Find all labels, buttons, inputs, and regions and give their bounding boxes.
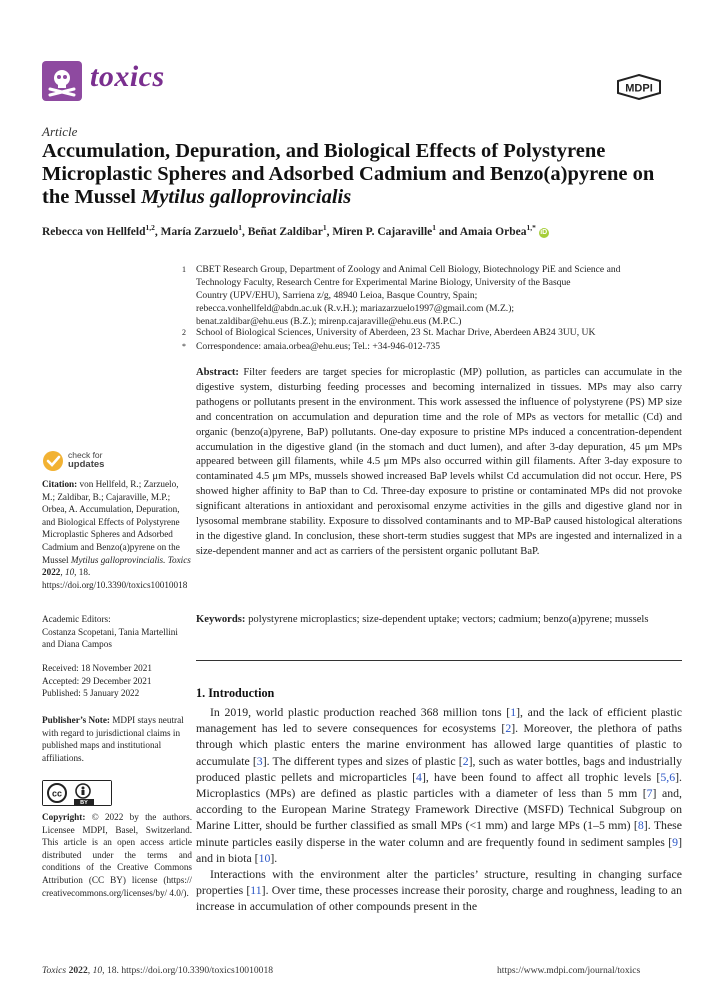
keywords-label: Keywords: <box>196 614 246 625</box>
citation-link[interactable]: 4 <box>416 769 422 784</box>
citation-volume: 10 <box>64 567 75 578</box>
intro-paragraph-2 <box>196 866 682 915</box>
affiliation-mark: * <box>182 342 186 351</box>
intro-paragraph-1 <box>196 704 682 866</box>
text-run: ] and in biota [ <box>196 834 682 865</box>
author-affil: 1 <box>238 223 242 232</box>
cc-by-license-badge[interactable] <box>42 780 112 806</box>
citation-block: Citation: von Hellfeld, R.; Zarzuelo, M.; Zaldibar, B.; Cajaraville, M.P.; Orbea, A. Accumulation, Depuration, and Biological Effects of Polystyrene Microplastic Spheres and Adsorbed Cadmium and Benzo(a)pyrene on the Mussel Mytilus galloprovincialis. Toxics 2022, 10, 18. https://doi.org/10.3390/toxics10010018 <box>42 479 191 590</box>
citation-link[interactable]: 1 <box>510 705 517 719</box>
author-sep: , <box>241 225 248 238</box>
section-divider <box>196 660 682 661</box>
citation-link[interactable]: 11 <box>250 883 262 898</box>
citation-link[interactable]: 9 <box>672 834 679 849</box>
citation-doi[interactable]: , 18. https://doi.org/10.3390/toxics10010018 <box>42 567 188 590</box>
date-published: Published: 5 January 2022 <box>42 688 140 699</box>
author-name[interactable]: María Zarzuelo <box>160 225 239 238</box>
abstract-text: Filter feeders are target species for microplastic (MP) pollution, as particles can accumulate in the digestive system, disturbing feeding processes and becoming internalized in tissues. MPs may also carry pathogens or pollutants present in the environment. This work assessed the influence of polystyrene (PS) MP size and concentration on accumulation and depuration time and the role of MPs as vectors for metallic (Cd) and organic (benzo(a)pyrene, BaP) pollutants. One-day exposure to pristine MPs induced a concentration-dependent accumulation in the digestive gland (in the stomach and duct lumen), and after 3-day depuration, 45 μm MPs appeared between gill filaments, while 4.5 μm MPs also occurred within gill filaments. After 3-day exposure to contaminated 4.5 μm MPs, mussels showed increased BaP levels whilst Cd accumulation did not occur. Here, PS showed higher affinity to BaP than to Cd. Three-day exposure to pristine or contaminated MPs did not provoke significant alterations in antioxidant and peroxisomal enzyme activities in the gills and digestive gland nor in lysosomal membrane stability. Exposure to dissolved contaminants and to MP-BaP caused histological alterations in the digestive gland. In conclusion, these short-term studies suggest that MPs are ingested and internalized in a size-dependent manner and act as carriers of the persistent organic pollutant BaP. <box>196 367 682 557</box>
citation-link[interactable]: 3 <box>256 753 263 768</box>
copyright-label: Copyright: <box>42 812 86 822</box>
citation-journal: Toxics <box>167 554 191 565</box>
author-name[interactable]: Rebecca von Hellfeld <box>42 225 146 238</box>
check-updates-line1: check for <box>68 450 103 460</box>
note-label: Publisher’s Note: <box>42 715 110 725</box>
journal-name[interactable]: toxics <box>90 60 165 93</box>
mdpi-logo[interactable] <box>616 74 662 105</box>
editors-label: Academic Editors: <box>42 614 111 624</box>
citation-link[interactable]: 10 <box>258 850 271 865</box>
note-text: MDPI stays neutral with regard to jurisdictional claims in published maps and institutional affiliations. <box>42 715 184 763</box>
check-for-updates-button[interactable] <box>42 450 112 472</box>
citation-link[interactable]: 5,6 <box>660 769 676 784</box>
text-run: ]. Microplastics (MPs) are defined as plastic particles with a diameter of less than 5 mm [ <box>196 769 683 801</box>
correspondence-line[interactable]: Correspondence: amaia.orbea@ehu.eus; Tel.: +34-946-012-735 <box>196 341 441 352</box>
by-label: BY <box>80 800 88 805</box>
dates-block <box>42 662 192 700</box>
academic-editors <box>42 613 192 651</box>
affiliation-1 <box>182 263 680 328</box>
text-run: ] and, according to the European Marine Strategy Framework Directive (MSFD) Technical Subgroup on Marine Litter, should be further classified as small MPs (<1 mm) and large MPs (1–5 mm) [ <box>196 786 682 833</box>
check-updates-line2: updates <box>68 459 105 470</box>
text-run: ]. Moreover, the plethora of paths through which plastic enters the marine environment has allowed large quantities of plastic to accumulate [ <box>196 721 683 768</box>
citation-link[interactable]: 2 <box>462 753 469 768</box>
check-updates-icon <box>42 450 66 472</box>
author-affil: 1 <box>432 223 437 232</box>
citation-species: Mytilus galloprovincialis. <box>70 554 166 565</box>
author-and: and <box>436 225 460 238</box>
date-received: Received: 18 November 2021 <box>42 663 152 673</box>
cc-icon-label: cc <box>51 788 63 799</box>
footer-citation: Toxics 2022, 10, 18. https://doi.org/10.3390/toxics10010018 <box>42 965 274 976</box>
abstract-label: Abstract: <box>196 367 239 378</box>
keywords-text: polystyrene microplastics; size-dependent uptake; vectors; cadmium; benzo(a)pyrene; mussels <box>248 614 649 625</box>
footer-volume: 10 <box>92 965 103 976</box>
editors-text: Costanza Scopetani, Tania Martellini and Diana Campos <box>42 626 178 650</box>
text-run: ], have been found to affect all trophic levels [ <box>421 769 661 784</box>
author-sep: , <box>154 225 161 238</box>
footer-journal: Toxics <box>42 965 67 976</box>
author-affil: 1,2 <box>145 223 155 232</box>
title-species: Mytilus galloprovincialis <box>141 186 352 208</box>
text-run: ]. These minute particles easily disperse in the water column and are frequently found in sediment samples [ <box>196 818 683 849</box>
orcid-icon[interactable]: iD <box>540 228 548 236</box>
abstract <box>196 366 682 560</box>
text-run: ], such as water bottles, bags and industrially produced plastic pellets and microparticles [ <box>196 753 682 784</box>
text-run: ]. <box>270 850 278 865</box>
citation-link[interactable]: 7 <box>646 786 653 801</box>
mdpi-logo-icon <box>616 74 662 100</box>
text-run: Interactions with the environment alter the particles’ structure, resulting in changing surface properties [ <box>196 867 682 898</box>
author-sep: , <box>326 225 333 238</box>
citation-link[interactable]: 2 <box>505 721 512 736</box>
affiliation-line: Technology Faculty, Research Centre for Experimental Marine Biology, University of the Basque <box>196 277 571 288</box>
affiliation-emails[interactable]: benat.zaldibar@ehu.eus (B.Z.); mirenp.cajaraville@ehu.eus (M.P.C.) <box>196 316 462 327</box>
author-list <box>42 223 682 238</box>
text-run: In 2019, world plastic production reached 368 million tons [ <box>210 705 511 719</box>
title-text: Accumulation, Depuration, and Biological Effects of Polystyrene Microplastic Spheres and Adsorbed Cadmium and Benzo(a)pyrene on the Mussel <box>42 140 655 208</box>
date-accepted: Accepted: 29 December 2021 <box>42 675 152 686</box>
text-run: ], and the lack of efficient plastic management has led to severe consequences for ecosystems [ <box>196 705 682 736</box>
affiliation-mark: 1 <box>182 265 186 274</box>
article-type: Article <box>42 124 78 139</box>
citation-label: Citation: <box>42 479 78 489</box>
keywords <box>196 613 682 628</box>
affiliation-mark: 2 <box>182 328 186 337</box>
footer-journal-url[interactable]: https://www.mdpi.com/journal/toxics <box>497 965 641 976</box>
article-title <box>42 140 682 209</box>
correspondence <box>182 340 680 353</box>
citation-text: von Hellfeld, R.; Zarzuelo, M.; Zaldibar, B.; Cajaraville, M.P.; Orbea, A. Accumulation, Depuration, and Biological Effects of Polystyrene Microplastic Spheres and Adsorbed Cadmium and Benzo(a)pyrene on the Mussel <box>42 479 180 565</box>
author-affil: 1,* <box>526 223 536 232</box>
publishers-note <box>42 714 192 764</box>
affiliation-line: CBET Research Group, Department of Zoology and Animal Cell Biology, Biotechnology PiE and Science and <box>196 264 621 275</box>
copyright-text: © 2022 by the authors. Licensee MDPI, Basel, Switzerland. This article is an open access article distributed under the terms and conditions of the Creative Commons Attribution (CC BY) license (https:// creativecommons.org/licenses/by/ 4.0/). <box>42 812 192 898</box>
section-heading-introduction: 1. Introduction <box>196 686 275 700</box>
author-name[interactable]: Miren P. Cajaraville <box>332 225 433 238</box>
author-name[interactable]: Amaia Orbea <box>459 225 527 238</box>
affiliation-2 <box>182 326 680 339</box>
footer-doi[interactable]: , 18. https://doi.org/10.3390/toxics10010018 <box>102 965 274 976</box>
text-run: ]. Over time, these processes increase their porosity, charge and roughness, leading to an increase in accumulation of other compounds present in the <box>196 883 682 914</box>
journal-logo-icon <box>42 61 82 101</box>
copyright-block <box>42 811 192 899</box>
citation-link[interactable]: 8 <box>637 818 644 833</box>
citation-year: 2022 <box>42 567 61 578</box>
footer-year: 2022 <box>68 965 88 976</box>
affiliation-emails[interactable]: rebecca.vonhellfeld@abdn.ac.uk (R.v.H.); mariazarzuelo1997@gmail.com (M.Z.); <box>196 303 515 314</box>
mdpi-logo-text: MDPI <box>625 82 653 95</box>
author-name[interactable]: Beñat Zaldibar <box>247 225 323 238</box>
author-affil: 1 <box>322 223 327 232</box>
affiliation-line: School of Biological Sciences, University of Aberdeen, 23 St. Machar Drive, Aberdeen AB24 3UU, UK <box>196 327 596 338</box>
text-run: ]. The different types and sizes of plastic [ <box>262 753 463 768</box>
affiliation-line: Country (UPV/EHU), Sarriena z/g, 48940 Leioa, Basque Country, Spain; <box>196 290 478 301</box>
